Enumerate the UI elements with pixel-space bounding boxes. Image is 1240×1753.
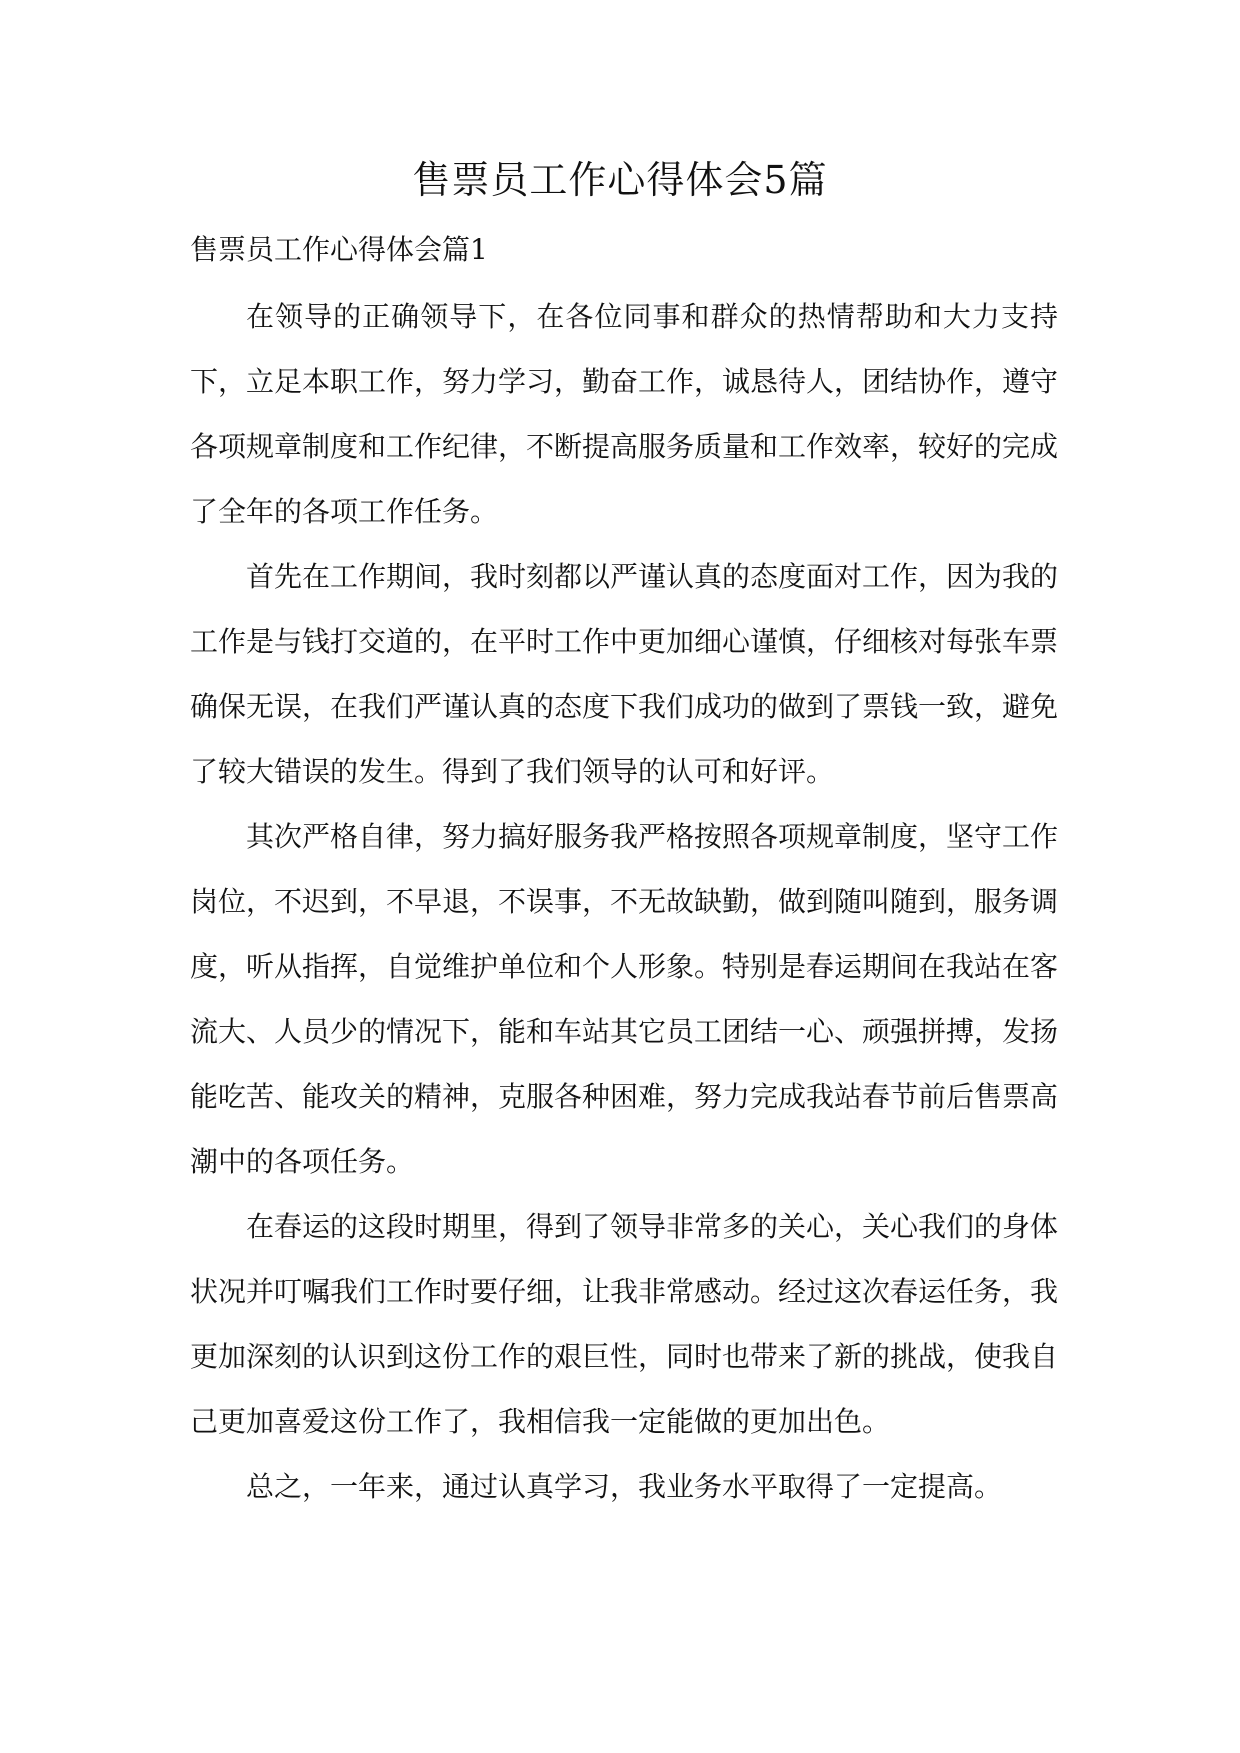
paragraph: 总之，一年来，通过认真学习，我业务水平取得了一定提高。 bbox=[246, 1470, 1003, 1503]
paragraph: 其次严格自律，努力搞好服务我严格按照各项规章制度，坚守工作岗位，不迟到，不早退，不误事，不无故缺勤，做到随叫随到，服务调度，听从指挥，自觉维护单位和个人形象。特别是春运期间在我站在客流大、人员少的情况下，能和车站其它员工团结一心、顽强拼搏，发扬能吃苦、能攻关的精神，克服各种困难，努力完成我站春节前后售票高潮中的各项任务。 bbox=[190, 820, 1059, 1178]
section-heading: 售票员工作心得体会篇1 bbox=[190, 233, 488, 266]
document-title: 售票员工作心得体会5篇 bbox=[412, 158, 828, 202]
paragraph: 在领导的正确领导下，在各位同事和群众的热情帮助和大力支持下，立足本职工作，努力学习，勤奋工作，诚恳待人，团结协作，遵守各项规章制度和工作纪律，不断提高服务质量和工作效率，较好的完成了全年的各项工作任务。 bbox=[190, 300, 1059, 528]
paragraph: 在春运的这段时期里，得到了领导非常多的关心，关心我们的身体状况并叮嘱我们工作时要仔细，让我非常感动。经过这次春运任务，我更加深刻的认识到这份工作的艰巨性，同时也带来了新的挑战，使我自己更加喜爱这份工作了，我相信我一定能做的更加出色。 bbox=[190, 1210, 1059, 1438]
document-body bbox=[190, 284, 1058, 1519]
paragraph: 首先在工作期间，我时刻都以严谨认真的态度面对工作，因为我的工作是与钱打交道的，在平时工作中更加细心谨慎，仔细核对每张车票确保无误，在我们严谨认真的态度下我们成功的做到了票钱一致，避免了较大错误的发生。得到了我们领导的认可和好评。 bbox=[190, 560, 1059, 788]
